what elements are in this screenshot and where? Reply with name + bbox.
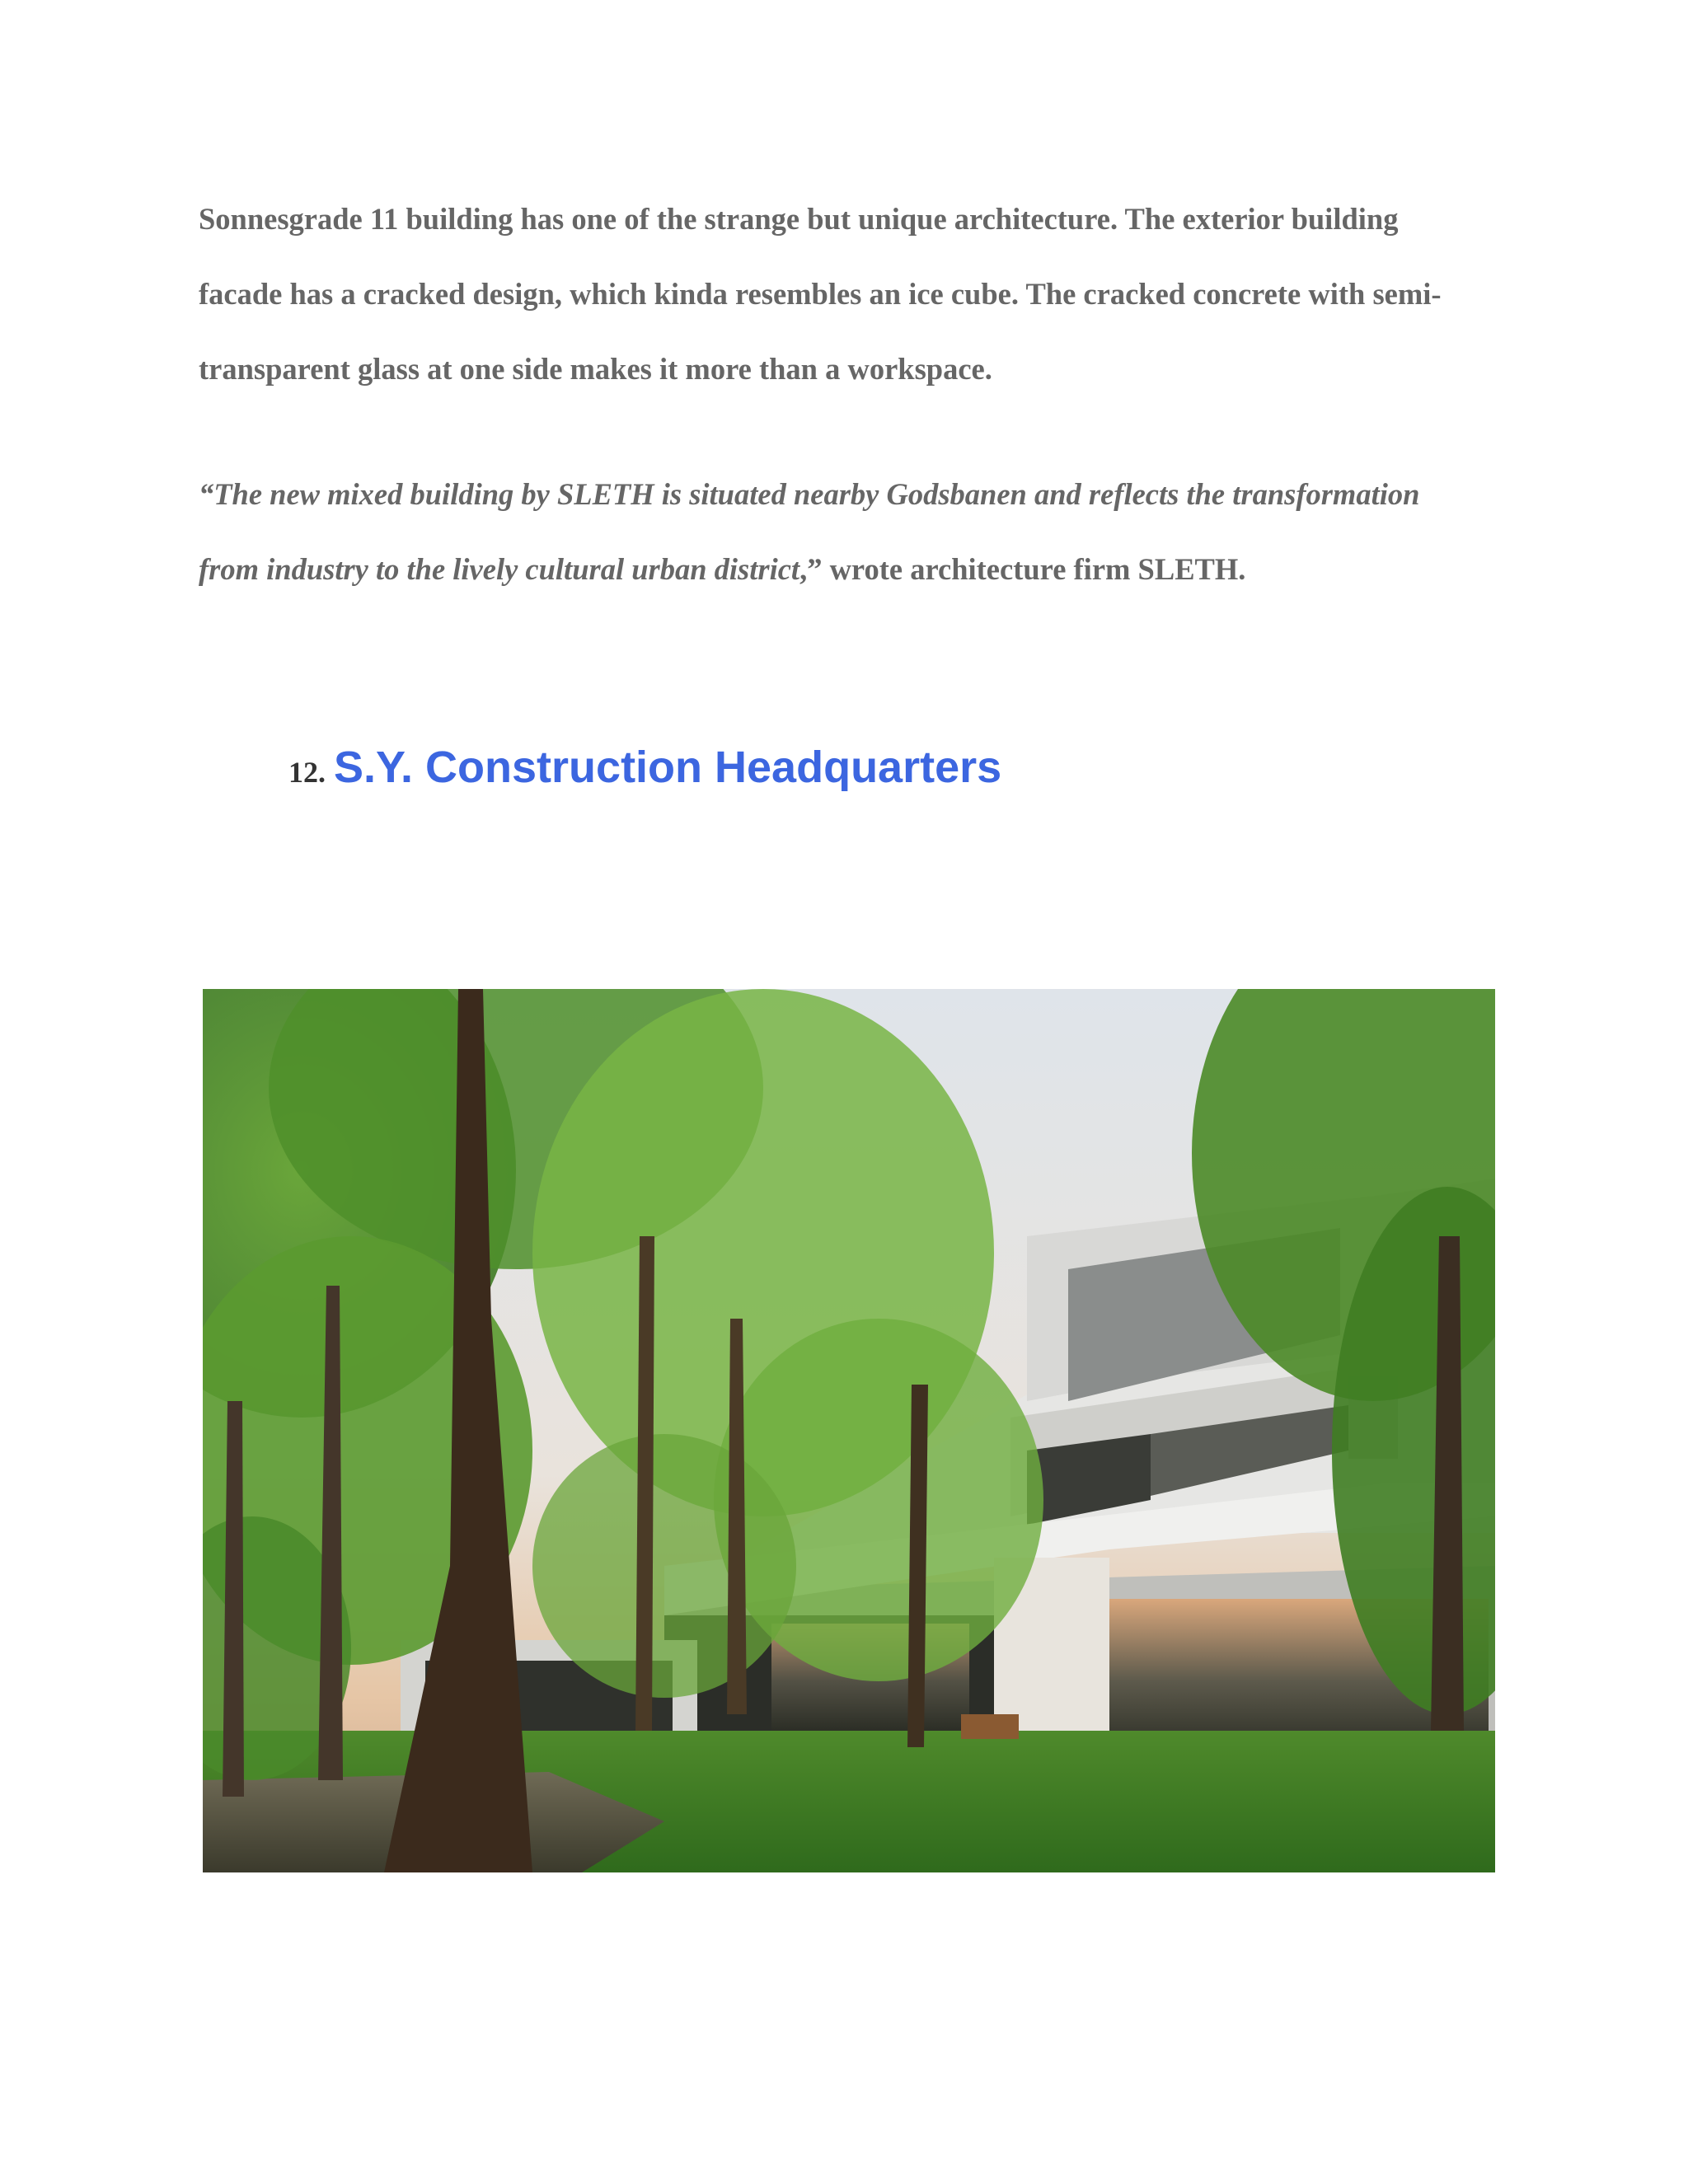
quote-attribution: ,” wrote architecture firm SLETH.	[799, 552, 1246, 586]
section-heading	[288, 742, 1001, 793]
paragraph-quote	[199, 457, 1484, 607]
building-photo	[203, 989, 1495, 1872]
bench	[961, 1714, 1019, 1739]
heading-number: 12.	[288, 756, 326, 789]
quote-italic-text: “The new mixed building by SLETH is situated nearby Godsbanen and reflects the transformation from industry to the lively cultural urban district	[199, 477, 1420, 586]
paragraph-description: Sonnesgrade 11 building has one of the strange but unique architecture. The exterior building facade has a cracked design, which kinda resembles an ice cube. The cracked concrete with semi-transparent glass at one side makes it more than a workspace.	[199, 202, 1442, 386]
heading-title-link[interactable]: S.Y. Construction Headquarters	[334, 743, 1002, 792]
